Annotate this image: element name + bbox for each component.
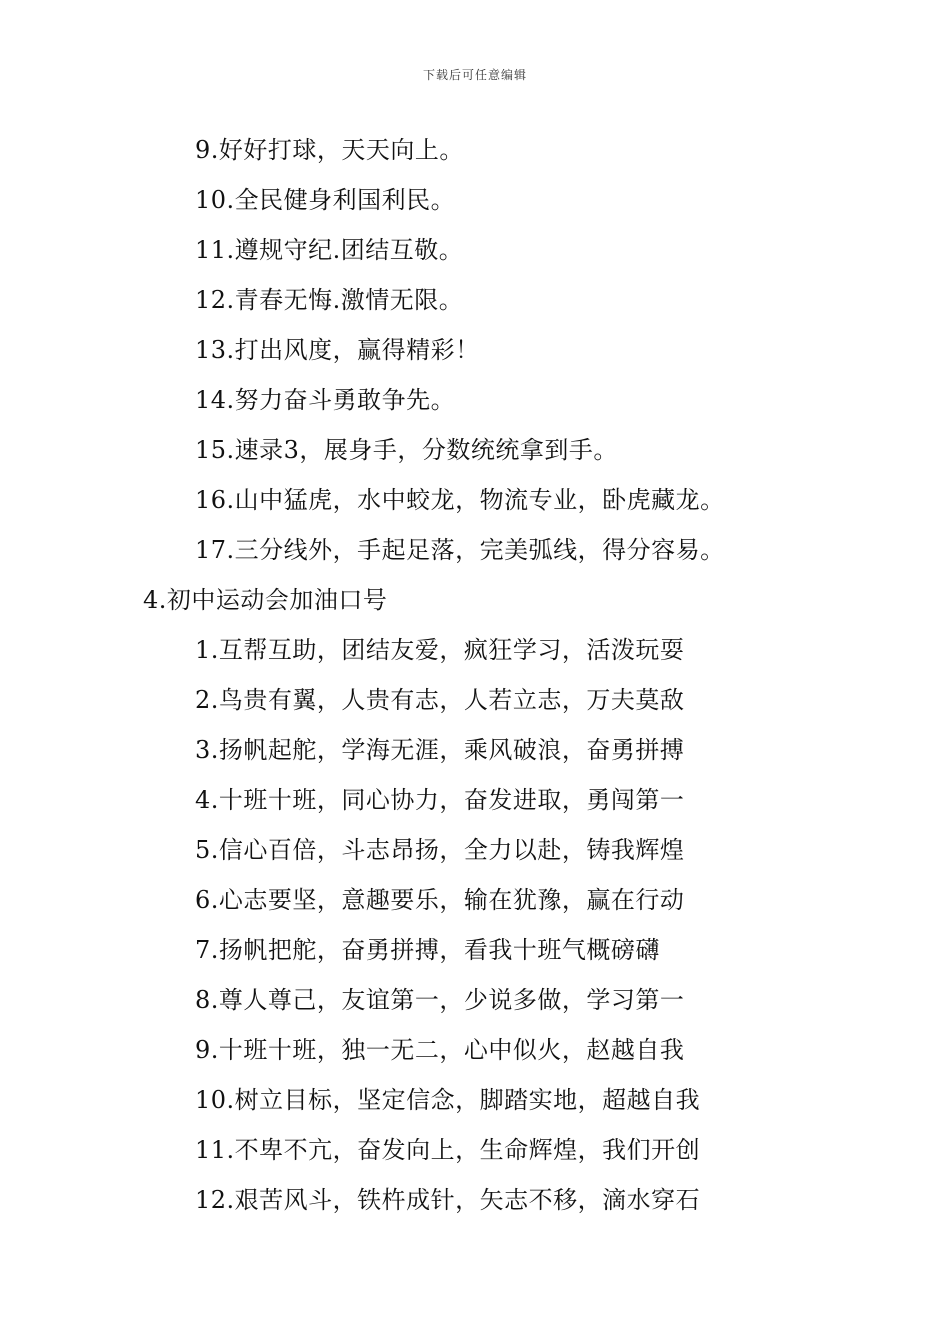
list-item: 13.打出风度，赢得精彩！ [195,336,480,364]
list-item: 6.心志要坚，意趣要乐，输在犹豫，赢在行动 [195,886,685,914]
list-item: 10.树立目标，坚定信念，脚踏实地，超越自我 [195,1086,701,1114]
list-item: 3.扬帆起舵，学海无涯，乘风破浪，奋勇拼搏 [195,736,685,764]
list-item: 9.好好打球，天天向上。 [195,136,464,164]
list-item: 14.努力奋斗勇敢争先。 [195,386,456,414]
section-title: 4.初中运动会加油口号 [143,586,388,614]
list-item: 11.遵规守纪.团结互敬。 [195,236,464,264]
list-item: 17.三分线外，手起足落，完美弧线，得分容易。 [195,536,725,564]
page-header: 下载后可任意编辑 [422,68,527,82]
list-item: 12.艰苦风斗，铁杵成针，矢志不移，滴水穿石 [195,1186,701,1214]
list-item: 12.青春无悔.激情无限。 [195,286,464,314]
list-item: 1.互帮互助，团结友爱，疯狂学习，活泼玩耍 [195,636,685,664]
list-item: 11.不卑不亢，奋发向上，生命辉煌，我们开创 [195,1136,701,1164]
list-item: 4.十班十班，同心协力，奋发进取，勇闯第一 [195,786,685,814]
list-item: 16.山中猛虎，水中蛟龙，物流专业，卧虎藏龙。 [195,486,725,514]
list-item: 9.十班十班，独一无二，心中似火，赵越自我 [195,1036,685,1064]
list-item: 7.扬帆把舵，奋勇拼搏，看我十班气概磅礴 [195,936,660,964]
list-item: 5.信心百倍，斗志昂扬，全力以赴，铸我辉煌 [195,836,685,864]
list-item: 8.尊人尊己，友谊第一，少说多做，学习第一 [195,986,685,1014]
document-body [0,125,950,1225]
list-item: 10.全民健身利国利民。 [195,186,456,214]
list-item: 15.速录3，展身手，分数统统拿到手。 [195,436,618,464]
list-item: 2.鸟贵有翼，人贵有志，人若立志，万夫莫敌 [195,686,685,714]
